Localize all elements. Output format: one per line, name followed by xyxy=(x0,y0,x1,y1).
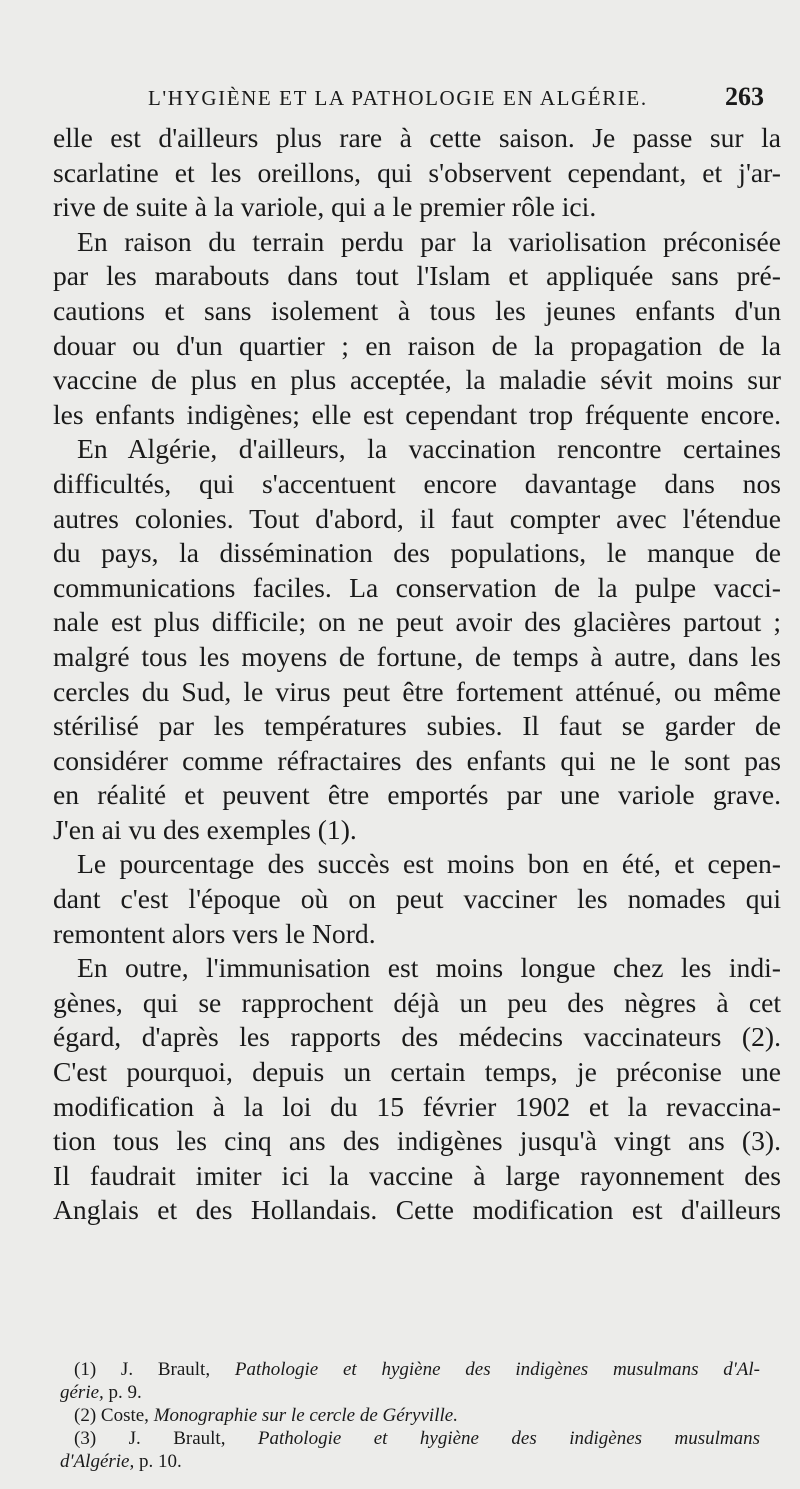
footnotes xyxy=(60,1358,760,1473)
text-line: J'en ai vu des exemples (1). xyxy=(53,813,357,845)
page-header xyxy=(0,82,800,116)
text-line: Le pourcentage des succès est moins bon en été, et cepen- xyxy=(77,848,781,880)
footnote-title: Pathologie et hygiène des indigènes musulmans d'Al- xyxy=(234,1359,761,1380)
footnote-title: Monographie sur le cercle de Géryville. xyxy=(153,1405,458,1426)
text-line: en réalité et peuvent être emportés par une variole grave. xyxy=(53,779,781,811)
footnote-number: (2) xyxy=(74,1405,97,1426)
text-line: gènes, qui se rapprochent déjà un peu des nègres à cet xyxy=(53,986,781,1018)
footnote-number: (3) xyxy=(74,1428,97,1449)
text-line: communications faciles. La conservation de la pulpe vacci- xyxy=(53,571,781,603)
footnote-author: J. Brault, xyxy=(128,1428,226,1449)
text-line: cercles du Sud, le virus peut être fortement atténué, ou même xyxy=(53,675,781,707)
footnote-author: J. Brault, xyxy=(120,1359,211,1380)
text-line: stérilisé par les températures subies. Il faut se garder de xyxy=(53,710,781,742)
text-line: douar ou d'un quartier ; en raison de la propagation de la xyxy=(53,329,781,361)
footnote-number: (1) xyxy=(74,1359,97,1380)
text-line: rive de suite à la variole, qui a le premier rôle ici. xyxy=(53,191,597,223)
text-line: malgré tous les moyens de fortune, de temps à autre, dans les xyxy=(53,640,781,672)
page-number: 263 xyxy=(725,82,764,111)
text-line: En Algérie, d'ailleurs, la vaccination rencontre certaines xyxy=(77,433,781,465)
footnote-author: Coste, xyxy=(100,1405,149,1426)
text-line: remontent alors vers le Nord. xyxy=(53,917,376,949)
text-line: Anglais et des Hollandais. Cette modification est d'ailleurs xyxy=(53,1194,781,1226)
footnote-page: p. 9. xyxy=(108,1382,142,1403)
text-line: dant c'est l'époque où on peut vacciner les nomades qui xyxy=(53,883,781,915)
text-line: du pays, la dissémination des populations, le manque de xyxy=(53,537,781,569)
text-line: Il faudrait imiter ici la vaccine à large rayonnement des xyxy=(53,1159,781,1191)
text-line: par les marabouts dans tout l'Islam et appliquée sans pré- xyxy=(53,260,781,292)
text-line: cautions et sans isolement à tous les jeunes enfants d'un xyxy=(53,294,781,326)
footnote-3-continued xyxy=(60,1450,760,1473)
text-line: En raison du terrain perdu par la variolisation préconisée xyxy=(77,225,781,257)
running-title: L'HYGIÈNE ET LA PATHOLOGIE EN ALGÉRIE. xyxy=(148,86,648,110)
footnote-1-continued xyxy=(60,1381,760,1404)
text-line: C'est pourquoi, depuis un certain temps, je préconise une xyxy=(53,1056,781,1088)
text-line: difficultés, qui s'accentuent encore davantage dans nos xyxy=(53,467,781,499)
text-line: En outre, l'immunisation est moins longue chez les indi- xyxy=(77,952,781,984)
footnote-1 xyxy=(60,1358,760,1381)
text-line: scarlatine et les oreillons, qui s'observent cependant, et j'ar- xyxy=(53,156,781,188)
text-line: égard, d'après les rapports des médecins vaccinateurs (2). xyxy=(53,1021,781,1053)
footnote-title-continued: d'Algérie, xyxy=(60,1451,135,1472)
text-line: elle est d'ailleurs plus rare à cette saison. Je passe sur la xyxy=(53,122,781,153)
text-line: modification à la loi du 15 février 1902 et la revaccina- xyxy=(53,1090,781,1122)
body-text xyxy=(53,121,781,1228)
text-line: tion tous les cinq ans des indigènes jusqu'à vingt ans (3). xyxy=(53,1125,781,1157)
text-line: vaccine de plus en plus acceptée, la maladie sévit moins sur xyxy=(53,364,781,396)
text-line: les enfants indigènes; elle est cependant trop fréquente encore. xyxy=(53,398,781,430)
footnote-title: Pathologie et hygiène des indigènes musulmans xyxy=(257,1428,760,1449)
footnote-title-continued: gérie, xyxy=(60,1382,104,1403)
footnote-2 xyxy=(60,1404,760,1427)
text-line: autres colonies. Tout d'abord, il faut compter avec l'étendue xyxy=(53,502,781,534)
footnote-3 xyxy=(60,1427,760,1450)
footnote-page: p. 10. xyxy=(139,1451,182,1472)
text-line: nale est plus difficile; on ne peut avoir des glacières partout ; xyxy=(53,606,781,638)
text-line: considérer comme réfractaires des enfants qui ne le sont pas xyxy=(53,744,781,776)
